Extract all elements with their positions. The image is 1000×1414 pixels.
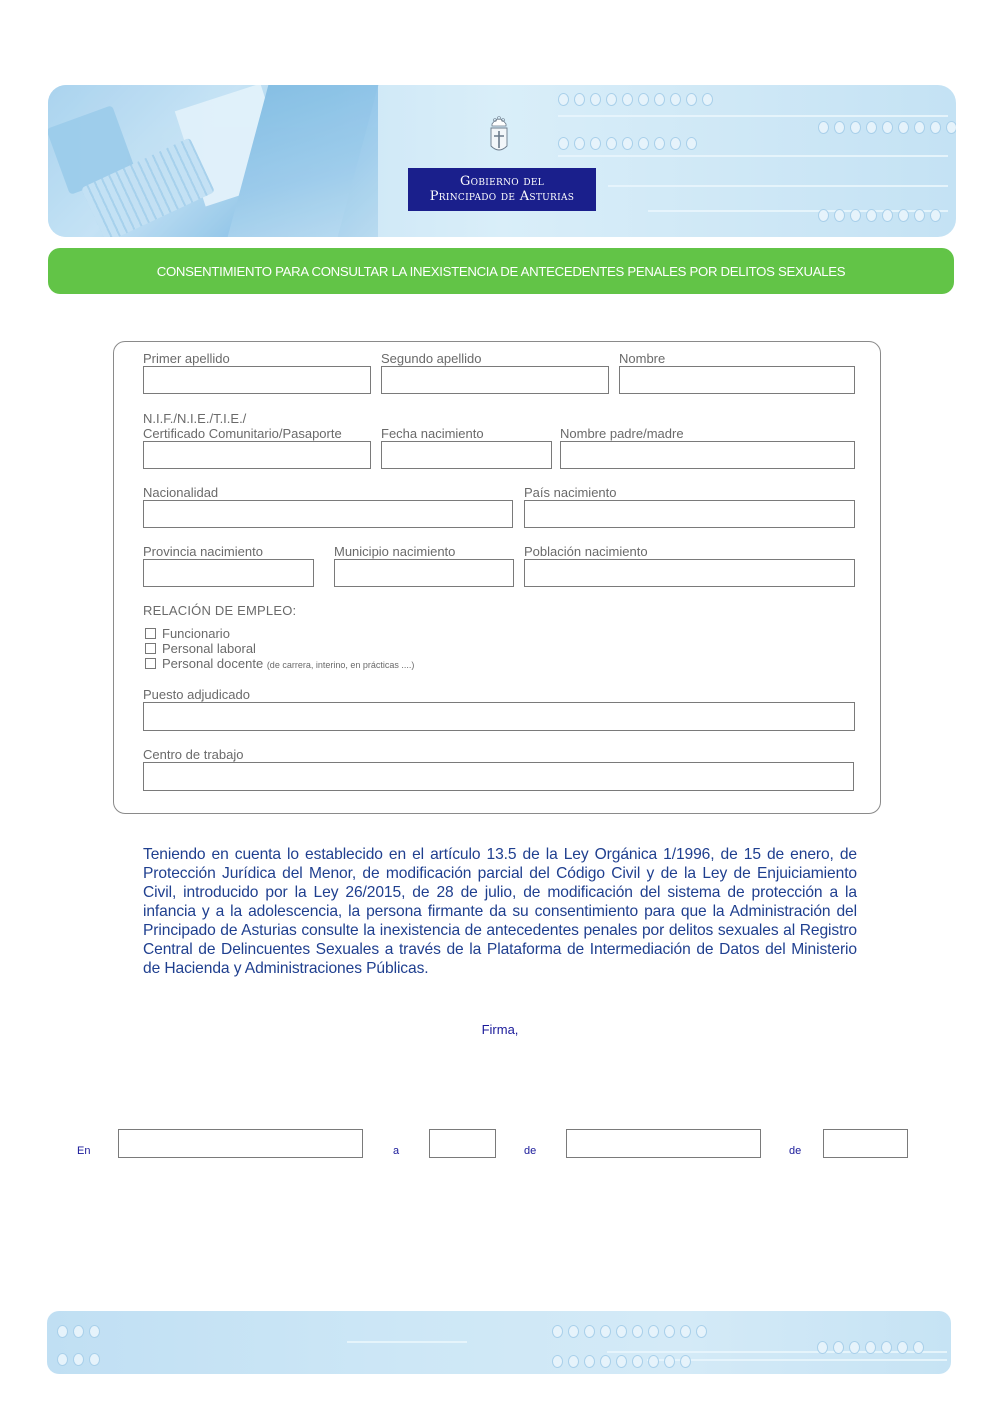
de-label-1: de — [524, 1145, 537, 1157]
personal-laboral-checkbox[interactable] — [145, 643, 156, 654]
a-label: a — [393, 1145, 400, 1157]
lugar-input[interactable] — [118, 1129, 363, 1158]
dia-input[interactable] — [429, 1129, 496, 1158]
document-title: CONSENTIMIENTO PARA CONSULTAR LA INEXISTENCIA DE ANTECEDENTES PENALES POR DELITOS SEXUALES — [156, 263, 846, 279]
consent-paragraph: Teniendo en cuenta lo establecido en el artículo 13.5 de la Ley Orgánica 1/1996, de 15 de enero, de Protección Jurídica del Menor, de modificación parcial del Código Civil y de la Ley de Enjuiciamiento Civil, introducido por la Ley 26/2015, de 28 de julio, de modificación del sistema de protección a la infancia y a la adolescencia, la persona firmante da su consentimiento para que la Administración del Principado de Asturias consulte la inexistencia de antecedentes penales por delitos sexuales al Registro Central de Delincuentes Sexuales a través de la Plataforma de Intermediación de Datos del Ministerio de Hacienda y Administraciones Públicas. — [143, 846, 857, 977]
logo-line-2: Principado de Asturias — [429, 189, 575, 204]
municipio-nacimiento-input[interactable] — [334, 559, 514, 587]
funcionario-checkbox[interactable] — [145, 628, 156, 639]
circuit-pads — [57, 1353, 100, 1366]
footer-banner — [47, 1311, 951, 1374]
documento-label-line-1: N.I.F./N.I.E./T.I.E./ — [143, 411, 247, 426]
document-title-bar — [48, 248, 954, 294]
pais-nacimiento-label: País nacimiento — [524, 485, 617, 500]
circuit-line — [558, 155, 948, 157]
funcionario-label: Funcionario — [162, 626, 230, 641]
nombre-padre-madre-label: Nombre padre/madre — [560, 426, 684, 441]
de-label-2: de — [789, 1145, 802, 1157]
segundo-apellido-label: Segundo apellido — [381, 351, 482, 366]
personal-docente-option — [162, 656, 414, 673]
firma-label: Firma, — [481, 1022, 519, 1037]
circuit-pads — [818, 121, 956, 134]
header-banner — [48, 85, 956, 237]
nacionalidad-label: Nacionalidad — [143, 485, 219, 500]
circuit-pads — [552, 1355, 691, 1368]
personal-laboral-label: Personal laboral — [162, 641, 256, 656]
relacion-empleo-heading: RELACIÓN DE EMPLEO: — [143, 603, 297, 618]
fecha-nacimiento-input[interactable] — [381, 441, 552, 469]
personal-docente-label: Personal docente — [162, 656, 264, 671]
mes-input[interactable] — [566, 1129, 761, 1158]
circuit-pads — [558, 137, 697, 150]
nacionalidad-input[interactable] — [143, 500, 513, 528]
circuit-pads — [558, 93, 713, 106]
personal-docente-note: (de carrera, interino, en prácticas ....) — [266, 660, 415, 670]
circuit-pads — [817, 1341, 924, 1354]
anio-input[interactable] — [823, 1129, 908, 1158]
circuit-pads — [818, 209, 941, 222]
en-label: En — [77, 1145, 91, 1157]
centro-trabajo-label: Centro de trabajo — [143, 747, 244, 762]
banner-photo — [48, 85, 378, 237]
circuit-pads — [552, 1325, 707, 1338]
fecha-nacimiento-label: Fecha nacimiento — [381, 426, 484, 441]
nombre-label: Nombre — [619, 351, 666, 366]
circuit-line — [647, 1359, 947, 1361]
documento-label-line-2: Certificado Comunitario/Pasaporte — [143, 426, 342, 441]
poblacion-nacimiento-label: Población nacimiento — [524, 544, 648, 559]
provincia-nacimiento-input[interactable] — [143, 559, 314, 587]
circuit-line — [558, 115, 948, 117]
personal-docente-checkbox[interactable] — [145, 658, 156, 669]
poblacion-nacimiento-input[interactable] — [524, 559, 855, 587]
government-logo — [408, 168, 596, 211]
puesto-adjudicado-input[interactable] — [143, 702, 855, 731]
primer-apellido-input[interactable] — [143, 366, 371, 394]
circuit-pads — [57, 1325, 100, 1338]
logo-line-1: Gobierno del — [459, 174, 545, 189]
pais-nacimiento-input[interactable] — [524, 500, 855, 528]
circuit-line — [608, 185, 948, 187]
primer-apellido-label: Primer apellido — [143, 351, 230, 366]
municipio-nacimiento-label: Municipio nacimiento — [334, 544, 456, 559]
nombre-padre-madre-input[interactable] — [560, 441, 855, 469]
centro-trabajo-input[interactable] — [143, 762, 854, 791]
segundo-apellido-input[interactable] — [381, 366, 609, 394]
nombre-input[interactable] — [619, 366, 855, 394]
coat-of-arms-icon — [488, 112, 510, 154]
puesto-adjudicado-label: Puesto adjudicado — [143, 687, 250, 702]
provincia-nacimiento-label: Provincia nacimiento — [143, 544, 263, 559]
circuit-line — [347, 1341, 467, 1343]
documento-input[interactable] — [143, 441, 371, 469]
